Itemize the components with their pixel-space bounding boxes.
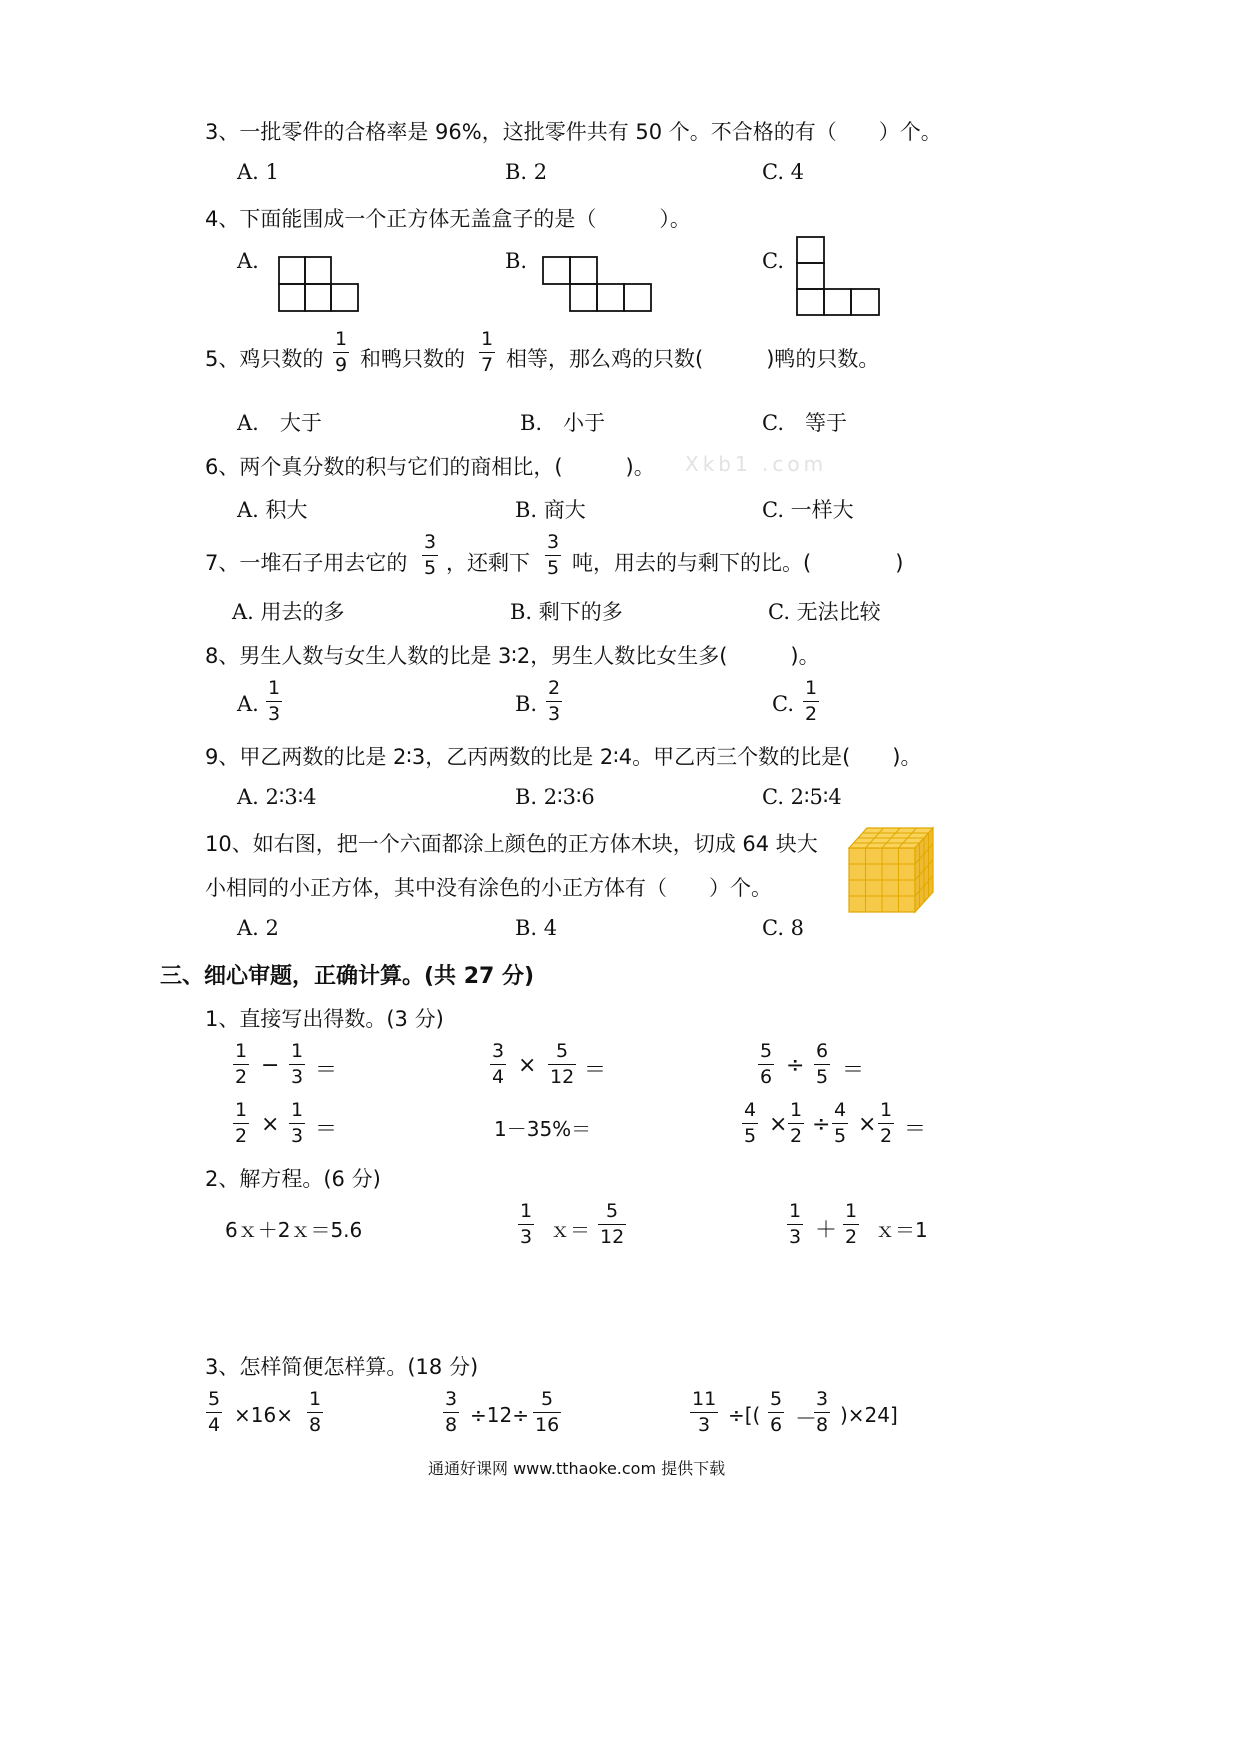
p1-r2c3-frac2: 1 2 bbox=[790, 1099, 803, 1147]
q7-text-pre: 7、一堆石子用去它的 bbox=[205, 551, 408, 575]
net-b-figure bbox=[542, 256, 654, 312]
p1-r1c2-times: × bbox=[518, 1053, 537, 1078]
q9-option-c: C. 2∶5∶4 bbox=[762, 785, 842, 809]
q7-option-c: C. 无法比较 bbox=[768, 600, 881, 624]
p1-r1c2-frac1: 3 4 bbox=[492, 1040, 505, 1088]
p3-e3-frac2: 5 6 bbox=[770, 1388, 783, 1436]
q10-text-line1: 10、如右图，把一个六面都涂上颜色的正方体木块，切成 64 块大 bbox=[205, 832, 818, 856]
p1-r2c3-divide: ÷ bbox=[812, 1112, 831, 1137]
q5-option-c: C. 等于 bbox=[762, 411, 847, 435]
p2-eq3-frac1: 1 3 bbox=[789, 1200, 802, 1248]
p1-r2c1-times: × bbox=[261, 1112, 280, 1137]
p2-eq3-plus: ＋ bbox=[815, 1218, 838, 1243]
q6-option-b: B. 商大 bbox=[515, 498, 586, 522]
p1-r1c1-frac2: 1 3 bbox=[291, 1040, 304, 1088]
q8-text: 8、男生人数与女生人数的比是 3∶2，男生人数比女生多( )。 bbox=[205, 644, 820, 668]
q7-option-a: A. 用去的多 bbox=[232, 600, 345, 624]
q5-option-b: B. 小于 bbox=[520, 411, 606, 435]
q8-option-a-fraction: 1 3 bbox=[268, 677, 281, 725]
p2-eq2-mid: ｘ＝ bbox=[550, 1218, 590, 1242]
p1-r2c3-times2: × bbox=[858, 1112, 877, 1137]
q6-option-c: C. 一样大 bbox=[762, 498, 854, 522]
part2-title: 2、解方程。(6 分) bbox=[205, 1167, 381, 1191]
p3-e2-mid: ÷12÷ bbox=[470, 1403, 529, 1427]
q5-text-post: 相等，那么鸡的只数( )鸭的只数。 bbox=[506, 347, 880, 371]
p1-r2c1-equals: ＝ bbox=[315, 1117, 338, 1142]
p3-e3-close: )×24] bbox=[840, 1403, 898, 1427]
p2-eq3-frac2: 1 2 bbox=[845, 1200, 858, 1248]
net-a-figure bbox=[278, 256, 360, 312]
p1-r2c3-frac3: 4 5 bbox=[834, 1099, 847, 1147]
section3-title: 三、细心审题，正确计算。(共 27 分) bbox=[160, 964, 535, 989]
p2-eq3-end: ｘ＝1 bbox=[875, 1218, 928, 1242]
q9-option-b: B. 2∶3∶6 bbox=[515, 785, 595, 809]
q4-option-b: B. bbox=[505, 249, 528, 273]
p2-equation-1: 6ｘ＋2ｘ＝5.6 bbox=[225, 1218, 363, 1242]
q3-option-a: A. 1 bbox=[237, 160, 279, 184]
p1-r1c3-frac2: 6 5 bbox=[816, 1040, 829, 1088]
q9-option-a: A. 2∶3∶4 bbox=[237, 785, 317, 809]
footer-credit: 通通好课网 www.tthaoke.com 提供下载 bbox=[428, 1459, 726, 1478]
q8-option-b: B. bbox=[515, 692, 538, 716]
q5-fraction-2: 1 7 bbox=[481, 328, 494, 376]
p1-r1c3-equals: ＝ bbox=[842, 1058, 865, 1083]
q8-option-b-fraction: 2 3 bbox=[548, 677, 561, 725]
q4-option-a: A. bbox=[237, 249, 259, 273]
q7-text-post: 吨，用去的与剩下的比。( ) bbox=[572, 551, 904, 575]
q3-option-b: B. 2 bbox=[505, 160, 548, 184]
q6-text: 6、两个真分数的积与它们的商相比，( )。 bbox=[205, 455, 655, 479]
p3-e3-open: ÷[( bbox=[728, 1403, 761, 1427]
p3-e3-frac1: 11 3 bbox=[692, 1388, 717, 1436]
p2-eq2-frac2: 5 12 bbox=[600, 1200, 625, 1248]
p3-e2-frac1: 3 8 bbox=[445, 1388, 458, 1436]
p1-r2c3-frac1: 4 5 bbox=[744, 1099, 757, 1147]
q7-fraction-1: 3 5 bbox=[424, 531, 437, 579]
q8-option-c: C. bbox=[772, 692, 794, 716]
p1-r1c2-equals: ＝ bbox=[584, 1058, 607, 1083]
q10-option-c: C. 8 bbox=[762, 916, 805, 940]
p3-e2-frac2: 5 16 bbox=[535, 1388, 560, 1436]
q3-text: 3、一批零件的合格率是 96%，这批零件共有 50 个。不合格的有（ ）个。 bbox=[205, 120, 942, 144]
q9-text: 9、甲乙两数的比是 2∶3，乙丙两数的比是 2∶4。甲乙丙三个数的比是( )。 bbox=[205, 745, 922, 769]
q10-option-a: A. 2 bbox=[237, 916, 279, 940]
p3-e1-frac2: 1 8 bbox=[309, 1388, 322, 1436]
p1-r2c3-frac4: 1 2 bbox=[880, 1099, 893, 1147]
q10-option-b: B. 4 bbox=[515, 916, 558, 940]
q7-option-b: B. 剩下的多 bbox=[510, 600, 623, 624]
p2-eq2-frac1: 1 3 bbox=[520, 1200, 533, 1248]
q7-text-mid: ，还剩下 bbox=[446, 551, 530, 575]
p1-r2c1-frac2: 1 3 bbox=[291, 1099, 304, 1147]
q4-text: 4、下面能围成一个正方体无盖盒子的是（ ）。 bbox=[205, 207, 691, 231]
p3-e1-frac1: 5 4 bbox=[208, 1388, 221, 1436]
painted-cube-figure bbox=[847, 826, 937, 914]
p3-e3-frac3: 3 8 bbox=[816, 1388, 829, 1436]
q10-text-line2: 小相同的小正方体，其中没有涂色的小正方体有（ ）个。 bbox=[205, 876, 772, 900]
p3-e3-minus: － bbox=[795, 1407, 818, 1432]
p3-e1-mid: ×16× bbox=[234, 1403, 293, 1427]
p1-r1c3-divide: ÷ bbox=[786, 1053, 805, 1078]
p1-r2c3-times1: × bbox=[769, 1112, 788, 1137]
q7-fraction-2: 3 5 bbox=[547, 531, 560, 579]
q5-text-mid: 和鸭只数的 bbox=[360, 347, 465, 371]
p1-r2c1-frac1: 1 2 bbox=[235, 1099, 248, 1147]
q5-option-a: A. 大于 bbox=[237, 411, 322, 435]
part1-title: 1、直接写出得数。(3 分) bbox=[205, 1007, 444, 1031]
q8-option-c-fraction: 1 2 bbox=[805, 677, 818, 725]
net-c-figure bbox=[796, 236, 882, 316]
q5-text-pre: 5、鸡只数的 bbox=[205, 347, 324, 371]
p1-r1c1-frac1: 1 2 bbox=[235, 1040, 248, 1088]
p1-r1c1-minus: − bbox=[261, 1053, 280, 1078]
q3-option-c: C. 4 bbox=[762, 160, 805, 184]
part3-title: 3、怎样简便怎样算。(18 分) bbox=[205, 1355, 479, 1379]
p1-r1c2-frac2: 5 12 bbox=[550, 1040, 575, 1088]
p1-r2c2-expression: 1－35%＝ bbox=[494, 1117, 592, 1141]
q5-fraction-1: 1 9 bbox=[335, 328, 348, 376]
p1-r1c3-frac1: 5 6 bbox=[760, 1040, 773, 1088]
p1-r2c3-equals: ＝ bbox=[904, 1117, 927, 1142]
q6-option-a: A. 积大 bbox=[237, 498, 308, 522]
p1-r1c1-equals: ＝ bbox=[315, 1058, 338, 1083]
watermark: Xkb1 .com bbox=[685, 452, 828, 476]
q8-option-a: A. bbox=[237, 692, 259, 716]
q4-option-c: C. bbox=[762, 249, 784, 273]
